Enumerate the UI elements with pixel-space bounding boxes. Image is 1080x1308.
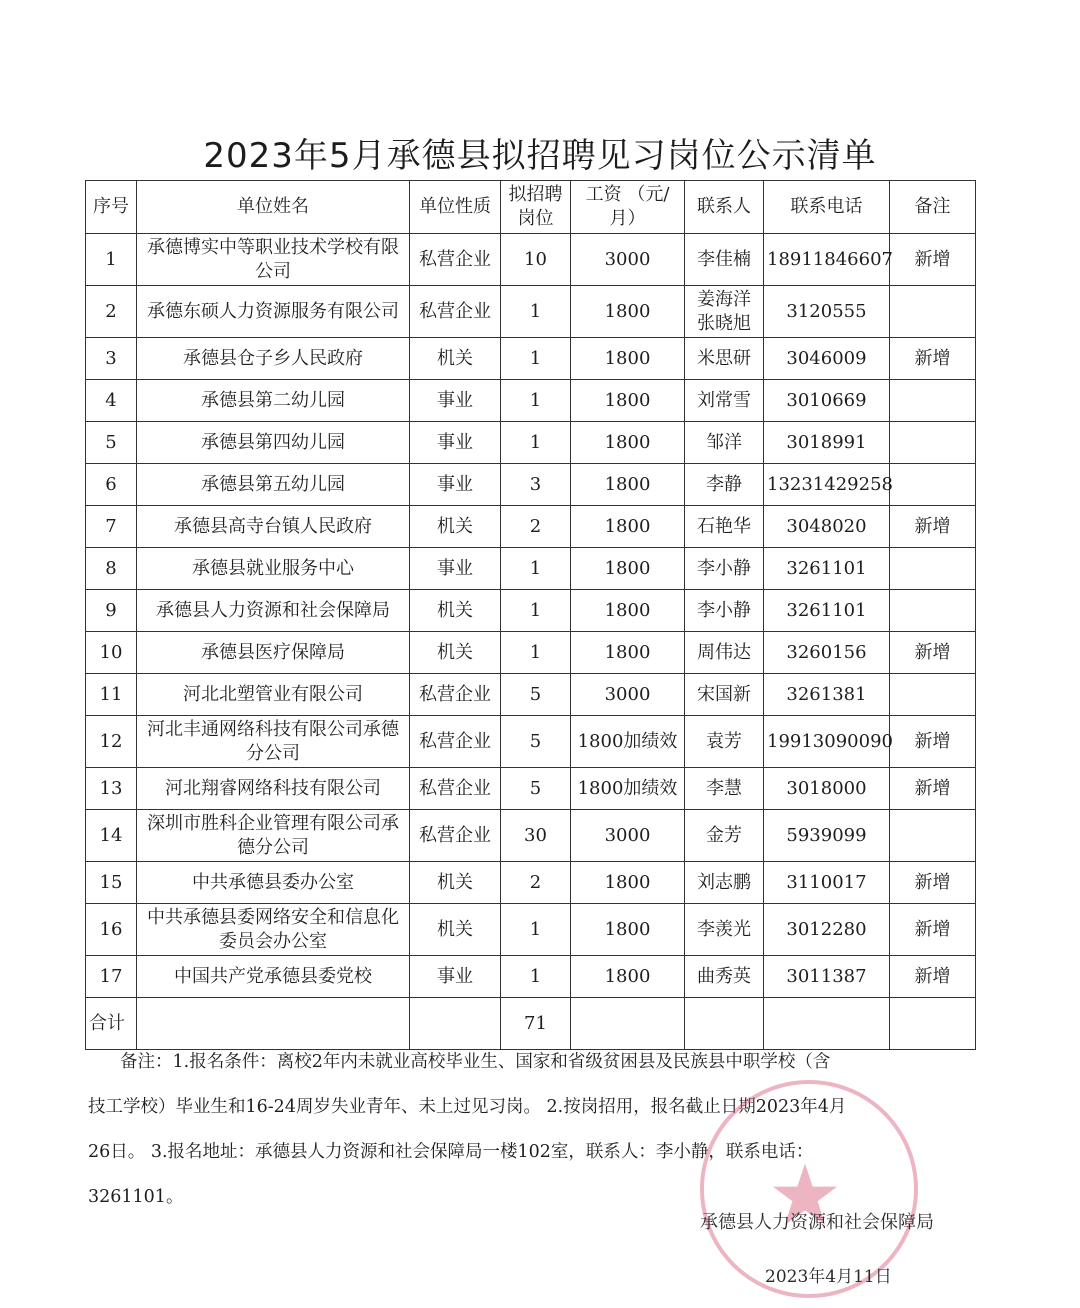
cell-contact: 李慧 (685, 768, 764, 810)
cell-positions: 1 (501, 422, 571, 464)
cell-unit: 河北翔睿网络科技有限公司 (137, 768, 410, 810)
table-row (86, 464, 976, 506)
cell-unit: 中国共产党承德县委党校 (137, 956, 410, 998)
cell-note (890, 380, 976, 422)
table-row (86, 548, 976, 590)
table-row (86, 810, 976, 862)
cell-type: 私营企业 (410, 768, 501, 810)
cell-phone: 19913090090 (764, 716, 890, 768)
header-salary: 工资 （元/月） (571, 181, 685, 234)
table-row (86, 904, 976, 956)
table-row (86, 716, 976, 768)
header-no: 序号 (86, 181, 137, 234)
cell-positions: 1 (501, 286, 571, 338)
cell-phone: 3048020 (764, 506, 890, 548)
cell-unit: 承德县医疗保障局 (137, 632, 410, 674)
table-row (86, 338, 976, 380)
cell-note (890, 422, 976, 464)
remarks-line: 备注：1.报名条件：离校2年内未就业高校毕业生、国家和省级贫困县及民族县中职学校（含 (120, 1052, 831, 1072)
cell-note: 新增 (890, 904, 976, 956)
page-title: 2023年5月承德县拟招聘见习岗位公示清单 (203, 136, 877, 176)
header-row (86, 181, 976, 234)
cell-salary: 1800加绩效 (571, 768, 685, 810)
cell-type: 机关 (410, 862, 501, 904)
cell-phone: 3260156 (764, 632, 890, 674)
cell-no: 9 (86, 590, 137, 632)
cell-no: 17 (86, 956, 137, 998)
cell-positions: 1 (501, 956, 571, 998)
cell-contact: 李小静 (685, 548, 764, 590)
cell-type: 事业 (410, 422, 501, 464)
cell-unit: 承德县高寺台镇人民政府 (137, 506, 410, 548)
cell-note: 新增 (890, 716, 976, 768)
cell-contact: 李小静 (685, 590, 764, 632)
cell-type: 事业 (410, 956, 501, 998)
cell-note: 新增 (890, 506, 976, 548)
cell-type: 事业 (410, 380, 501, 422)
header-type: 单位性质 (410, 181, 501, 234)
cell-salary: 1800 (571, 380, 685, 422)
cell-salary: 1800 (571, 422, 685, 464)
cell-phone: 3018991 (764, 422, 890, 464)
cell-type: 私营企业 (410, 810, 501, 862)
cell-phone: 5939099 (764, 810, 890, 862)
cell-note (890, 810, 976, 862)
cell-phone: 3110017 (764, 862, 890, 904)
cell-positions: 1 (501, 904, 571, 956)
cell-contact: 袁芳 (685, 716, 764, 768)
cell-no: 7 (86, 506, 137, 548)
cell-contact: 宋国新 (685, 674, 764, 716)
cell-contact: 邹洋 (685, 422, 764, 464)
cell-salary: 1800 (571, 506, 685, 548)
cell-note: 新增 (890, 768, 976, 810)
cell-unit: 承德县仓子乡人民政府 (137, 338, 410, 380)
cell-no: 13 (86, 768, 137, 810)
cell-contact: 李静 (685, 464, 764, 506)
cell-salary: 1800加绩效 (571, 716, 685, 768)
cell-positions: 5 (501, 716, 571, 768)
cell-salary: 1800 (571, 862, 685, 904)
table-row (86, 956, 976, 998)
cell-phone: 3010669 (764, 380, 890, 422)
cell-no: 1 (86, 234, 137, 286)
cell-type: 私营企业 (410, 286, 501, 338)
cell-type: 机关 (410, 506, 501, 548)
table-row (86, 632, 976, 674)
cell-positions: 3 (501, 464, 571, 506)
table-row (86, 506, 976, 548)
cell-phone: 3011387 (764, 956, 890, 998)
cell-type: 机关 (410, 904, 501, 956)
cell-type: 机关 (410, 590, 501, 632)
cell-salary: 3000 (571, 674, 685, 716)
cell-note: 新增 (890, 862, 976, 904)
cell-contact: 姜海洋 张晓旭 (685, 286, 764, 338)
cell-unit: 承德县第五幼儿园 (137, 464, 410, 506)
total-label: 合计 (86, 998, 137, 1050)
signature-org: 承德县人力资源和社会保障局 (700, 1212, 934, 1233)
cell-no: 10 (86, 632, 137, 674)
cell-type: 私营企业 (410, 674, 501, 716)
cell-unit: 承德县第二幼儿园 (137, 380, 410, 422)
cell-positions: 2 (501, 862, 571, 904)
cell-salary: 3000 (571, 810, 685, 862)
cell-contact: 李佳楠 (685, 234, 764, 286)
cell-phone: 18911846607 (764, 234, 890, 286)
cell-no: 3 (86, 338, 137, 380)
cell-positions: 30 (501, 810, 571, 862)
cell-unit: 承德县人力资源和社会保障局 (137, 590, 410, 632)
cell-salary: 1800 (571, 632, 685, 674)
cell-positions: 5 (501, 768, 571, 810)
cell-type: 机关 (410, 338, 501, 380)
header-unit: 单位姓名 (137, 181, 410, 234)
cell-phone: 3261101 (764, 548, 890, 590)
cell-unit: 承德博实中等职业技术学校有限公司 (137, 234, 410, 286)
cell-salary: 1800 (571, 548, 685, 590)
cell-note: 新增 (890, 956, 976, 998)
cell-unit: 承德县第四幼儿园 (137, 422, 410, 464)
cell-unit: 河北丰通网络科技有限公司承德分公司 (137, 716, 410, 768)
cell-unit: 深圳市胜科企业管理有限公司承德分公司 (137, 810, 410, 862)
table-row (86, 590, 976, 632)
cell-phone: 3012280 (764, 904, 890, 956)
cell-phone: 3046009 (764, 338, 890, 380)
cell-contact: 石艳华 (685, 506, 764, 548)
remarks-line: 3261101。 (88, 1187, 184, 1207)
cell-no: 15 (86, 862, 137, 904)
cell-salary: 1800 (571, 464, 685, 506)
positions-table (85, 180, 976, 1050)
cell-contact: 米思研 (685, 338, 764, 380)
cell-no: 16 (86, 904, 137, 956)
cell-salary: 1800 (571, 338, 685, 380)
header-note: 备注 (890, 181, 976, 234)
cell-positions: 1 (501, 590, 571, 632)
cell-note (890, 674, 976, 716)
cell-positions: 1 (501, 380, 571, 422)
header-phone: 联系电话 (764, 181, 890, 234)
table-row (86, 768, 976, 810)
cell-unit: 承德东硕人力资源服务有限公司 (137, 286, 410, 338)
cell-positions: 1 (501, 338, 571, 380)
cell-unit: 中共承德县委办公室 (137, 862, 410, 904)
table-row (86, 380, 976, 422)
cell-type: 私营企业 (410, 234, 501, 286)
cell-unit: 中共承德县委网络安全和信息化委员会办公室 (137, 904, 410, 956)
cell-type: 事业 (410, 548, 501, 590)
cell-no: 5 (86, 422, 137, 464)
cell-contact: 曲秀英 (685, 956, 764, 998)
cell-note (890, 590, 976, 632)
cell-unit: 承德县就业服务中心 (137, 548, 410, 590)
cell-unit: 河北北塑管业有限公司 (137, 674, 410, 716)
cell-salary: 1800 (571, 904, 685, 956)
cell-note (890, 286, 976, 338)
cell-no: 8 (86, 548, 137, 590)
cell-type: 事业 (410, 464, 501, 506)
cell-note (890, 464, 976, 506)
cell-contact: 周伟达 (685, 632, 764, 674)
cell-phone: 3120555 (764, 286, 890, 338)
cell-positions: 1 (501, 632, 571, 674)
cell-no: 4 (86, 380, 137, 422)
cell-salary: 1800 (571, 956, 685, 998)
cell-positions: 10 (501, 234, 571, 286)
total-positions: 71 (501, 998, 571, 1050)
header-positions: 拟招聘岗位 (501, 181, 571, 234)
signature-date: 2023年4月11日 (765, 1267, 892, 1287)
cell-contact: 李羡光 (685, 904, 764, 956)
cell-phone: 3018000 (764, 768, 890, 810)
cell-salary: 3000 (571, 234, 685, 286)
remarks-line: 26日。 3.报名地址：承德县人力资源和社会保障局一楼102室，联系人：李小静，联系电话： (88, 1142, 814, 1162)
cell-salary: 1800 (571, 590, 685, 632)
cell-no: 6 (86, 464, 137, 506)
cell-positions: 1 (501, 548, 571, 590)
cell-note: 新增 (890, 234, 976, 286)
table-row (86, 674, 976, 716)
cell-phone: 3261381 (764, 674, 890, 716)
remarks-line: 技工学校）毕业生和16-24周岁失业青年、未上过见习岗。 2.按岗招用，报名截止日期2023年4月 (88, 1097, 847, 1117)
cell-no: 14 (86, 810, 137, 862)
cell-salary: 1800 (571, 286, 685, 338)
cell-phone: 3261101 (764, 590, 890, 632)
cell-no: 2 (86, 286, 137, 338)
cell-no: 12 (86, 716, 137, 768)
cell-phone: 13231429258 (764, 464, 890, 506)
table-row (86, 234, 976, 286)
cell-no: 11 (86, 674, 137, 716)
cell-type: 机关 (410, 632, 501, 674)
header-contact: 联系人 (685, 181, 764, 234)
table-row (86, 422, 976, 464)
cell-contact: 刘志鹏 (685, 862, 764, 904)
cell-note (890, 548, 976, 590)
cell-note: 新增 (890, 632, 976, 674)
cell-type: 私营企业 (410, 716, 501, 768)
cell-contact: 刘常雪 (685, 380, 764, 422)
table-row (86, 286, 976, 338)
cell-positions: 5 (501, 674, 571, 716)
cell-contact: 金芳 (685, 810, 764, 862)
cell-note: 新增 (890, 338, 976, 380)
cell-positions: 2 (501, 506, 571, 548)
table-row (86, 862, 976, 904)
